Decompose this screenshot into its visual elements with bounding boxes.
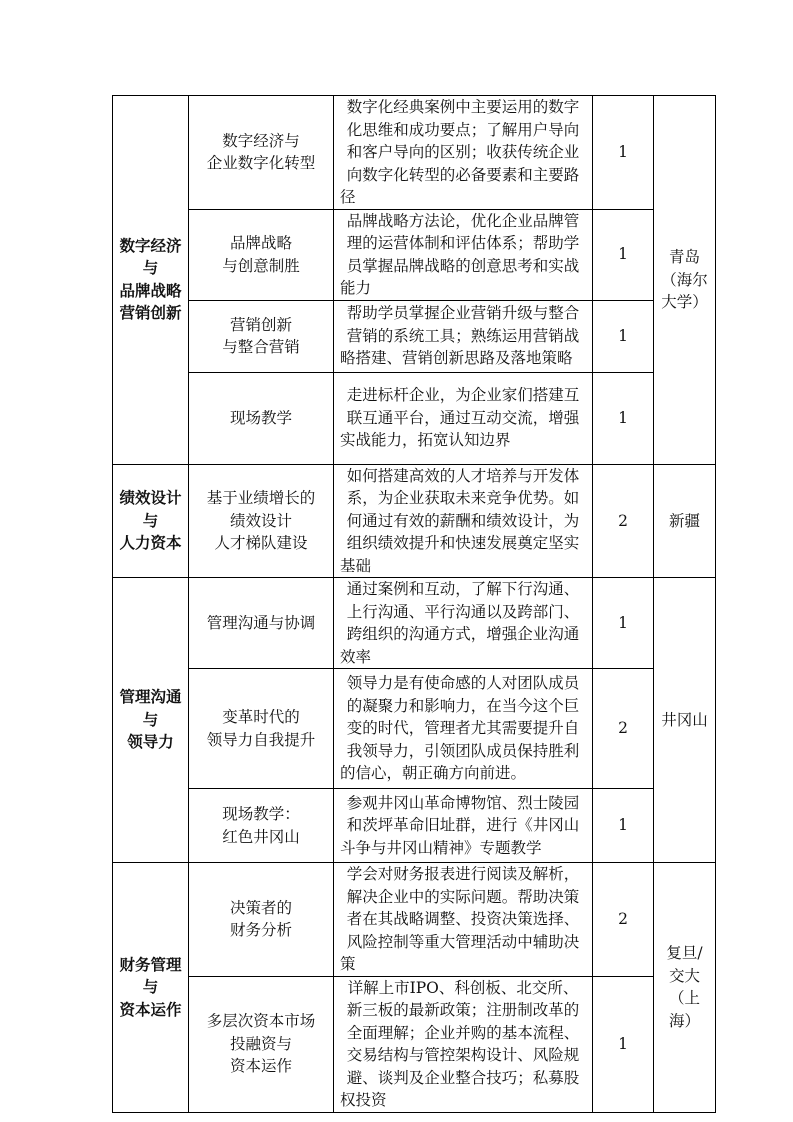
table-row <box>113 789 716 863</box>
content-cell: 学会对财务报表进行阅读及解析，解决企业中的实际问题。帮助决策者在其战略调整、投资决策选择、风险控制等重大管理活动中辅助决策 <box>334 863 593 977</box>
location-cell <box>654 578 716 863</box>
table-row <box>113 300 716 372</box>
course-name-line: 企业数字化转型 <box>206 154 316 173</box>
module-name-line: 财务管理 <box>119 955 182 974</box>
days-cell: 2 <box>593 669 654 789</box>
course-name-line: 与整合营销 <box>222 338 300 356</box>
module-name-line: 与 <box>142 259 159 278</box>
course-name-line: 变革时代的 <box>222 708 300 726</box>
course-name-line: 管理沟通与协调 <box>206 613 316 632</box>
days-cell: 2 <box>593 464 654 578</box>
course-cell <box>189 300 334 372</box>
course-name-line: 品牌战略 <box>229 234 292 252</box>
course-name-line: 决策者的 <box>229 898 292 917</box>
days-cell: 2 <box>593 863 654 977</box>
course-name-line: 现场教学 <box>229 408 292 427</box>
days-cell: 1 <box>593 578 654 669</box>
days-cell: 1 <box>593 300 654 372</box>
location-cell <box>654 96 716 465</box>
course-cell <box>189 578 334 669</box>
module-cell <box>113 578 189 863</box>
location-line: （上海） <box>668 989 700 1030</box>
content-cell: 详解上市IPO、科创板、北交所、新三板的最新政策；注册制改革的全面理解；企业并购的基本流程、交易结构与管控架构设计、风险规避、谈判及企业整合技巧；私募股权投资 <box>334 976 593 1112</box>
course-name-line: 现场教学： <box>222 805 300 823</box>
module-name-line: 与 <box>142 710 159 729</box>
content-cell: 帮助学员掌握企业营销升级与整合营销的系统工具；熟练运用营销战略搭建、营销创新思路及落地策略 <box>334 300 593 372</box>
course-name-line: 基于业绩增长的 <box>206 489 316 507</box>
module-name-line: 营销创新 <box>119 304 182 323</box>
course-cell <box>189 863 334 977</box>
module-cell <box>113 96 189 465</box>
course-cell <box>189 96 334 210</box>
course-name-line: 与创意制胜 <box>222 256 300 275</box>
course-cell <box>189 209 334 300</box>
location-line: 交大 <box>668 966 700 985</box>
module-name-line: 管理沟通 <box>119 688 182 707</box>
module-name-line: 品牌战略 <box>119 281 182 300</box>
table-row <box>113 976 716 1112</box>
table-row <box>113 96 716 210</box>
course-name-line: 绩效设计 <box>229 511 292 530</box>
module-name-line: 与 <box>142 978 159 996</box>
table-row <box>113 863 716 977</box>
content-cell: 通过案例和互动，了解下行沟通、上行沟通、平行沟通以及跨部门、跨组织的沟通方式，增强企业沟通效率 <box>334 578 593 669</box>
course-name-line: 人才梯队建设 <box>214 534 308 552</box>
curriculum-table <box>112 95 716 1113</box>
days-cell: 1 <box>593 789 654 863</box>
content-cell: 如何搭建高效的人才培养与开发体系，为企业获取未来竞争优势。如何通过有效的薪酬和绩效设计，为组织绩效提升和快速发展奠定坚实基础 <box>334 464 593 578</box>
module-name-line: 人力资本 <box>119 534 182 552</box>
location-line: 井冈山 <box>661 710 708 729</box>
location-line: 大学） <box>661 293 708 311</box>
days-cell: 1 <box>593 96 654 210</box>
course-cell <box>189 976 334 1112</box>
course-cell <box>189 464 334 578</box>
module-name-line: 与 <box>142 511 159 530</box>
course-name-line: 多层次资本市场 <box>206 1012 316 1031</box>
course-name-line: 资本运作 <box>229 1057 292 1076</box>
course-name-line: 营销创新 <box>229 315 292 334</box>
table-row <box>113 578 716 669</box>
module-cell <box>113 464 189 578</box>
location-cell <box>654 863 716 1113</box>
content-cell: 参观井冈山革命博物馆、烈士陵园和茨坪革命旧址群，进行《井冈山斗争与井冈山精神》专题教学 <box>334 789 593 863</box>
module-name-line: 资本运作 <box>119 1000 182 1019</box>
course-cell <box>189 789 334 863</box>
module-name-line: 绩效设计 <box>119 489 182 507</box>
days-cell: 1 <box>593 209 654 300</box>
content-cell: 领导力是有使命感的人对团队成员的凝聚力和影响力，在当今这个巨变的时代，管理者尤其需要提升自我领导力，引领团队成员保持胜利的信心，朝正确方向前进。 <box>334 669 593 789</box>
days-cell: 1 <box>593 976 654 1112</box>
module-cell <box>113 863 189 1113</box>
content-cell: 走进标杆企业，为企业家们搭建互联互通平台，通过互动交流，增强实战能力，拓宽认知边界 <box>334 372 593 464</box>
module-name-line: 数字经济 <box>119 236 182 255</box>
content-cell: 品牌战略方法论，优化企业品牌管理的运营体制和评估体系；帮助学员掌握品牌战略的创意思考和实战能力 <box>334 209 593 300</box>
course-name-line: 红色井冈山 <box>222 827 300 846</box>
course-cell <box>189 669 334 789</box>
module-name-line: 领导力 <box>127 733 174 752</box>
course-name-line: 领导力自我提升 <box>206 730 316 749</box>
content-cell: 数字化经典案例中主要运用的数字化思维和成功要点；了解用户导向和客户导向的区别；收获传统企业向数字化转型的必备要素和主要路径 <box>334 96 593 210</box>
course-name-line: 财务分析 <box>229 921 292 940</box>
course-name-line: 投融资与 <box>229 1034 292 1053</box>
location-line: 复旦/ <box>666 944 703 963</box>
location-line: 青岛 <box>668 248 700 266</box>
location-cell <box>654 464 716 578</box>
table-row <box>113 669 716 789</box>
days-cell: 1 <box>593 372 654 464</box>
table-row <box>113 464 716 578</box>
course-cell <box>189 372 334 464</box>
location-line: 新疆 <box>668 511 700 530</box>
location-line: （海尔 <box>661 270 708 289</box>
table-row <box>113 209 716 300</box>
table-row <box>113 372 716 464</box>
course-name-line: 数字经济与 <box>222 131 300 150</box>
